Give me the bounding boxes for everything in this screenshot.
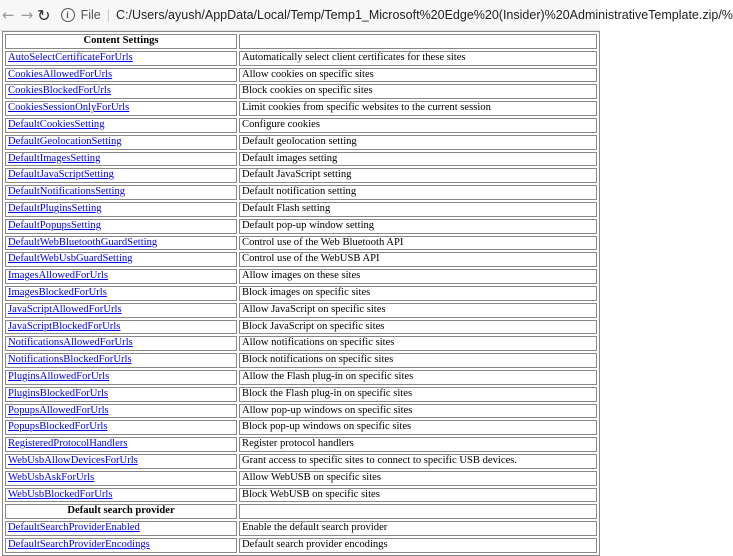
back-arrow-icon[interactable]: ← bbox=[2, 6, 15, 24]
policy-description: Limit cookies from specific websites to the current session bbox=[239, 101, 597, 116]
policy-link[interactable]: WebUsbBlockedForUrls bbox=[8, 488, 113, 500]
policy-name-cell bbox=[5, 521, 237, 536]
policy-name-cell bbox=[5, 320, 237, 335]
policy-name-cell bbox=[5, 353, 237, 368]
policy-link[interactable]: CookiesBlockedForUrls bbox=[8, 85, 111, 97]
table-row bbox=[5, 488, 597, 503]
policy-name-cell bbox=[5, 303, 237, 318]
policy-description: Block cookies on specific sites bbox=[239, 84, 597, 99]
table-row bbox=[5, 286, 597, 301]
policy-link[interactable]: PopupsAllowedForUrls bbox=[8, 404, 109, 416]
policy-link[interactable]: CookiesSessionOnlyForUrls bbox=[8, 102, 130, 114]
policy-name-cell bbox=[5, 152, 237, 167]
policy-description: Allow the Flash plug-in on specific sites bbox=[239, 370, 597, 385]
policy-link[interactable]: NotificationsAllowedForUrls bbox=[8, 337, 133, 349]
table-row bbox=[5, 51, 597, 66]
policy-name-cell bbox=[5, 101, 237, 116]
info-icon[interactable]: i bbox=[61, 8, 75, 22]
forward-arrow-icon[interactable]: → bbox=[20, 6, 34, 24]
policy-link[interactable]: CookiesAllowedForUrls bbox=[8, 68, 113, 80]
policy-link[interactable]: DefaultSearchProviderEncodings bbox=[8, 538, 150, 550]
policy-link[interactable]: DefaultPopupsSetting bbox=[8, 219, 101, 231]
policy-name-cell bbox=[5, 84, 237, 99]
table-row bbox=[5, 521, 597, 536]
table-row bbox=[5, 269, 597, 284]
policy-link[interactable]: DefaultSearchProviderEnabled bbox=[8, 522, 140, 534]
table-row bbox=[5, 185, 597, 200]
policy-table bbox=[2, 31, 600, 556]
policy-name-cell bbox=[5, 219, 237, 234]
browser-toolbar bbox=[0, 0, 733, 31]
table-row bbox=[5, 168, 597, 183]
policy-link[interactable]: DefaultCookiesSetting bbox=[8, 118, 105, 130]
policy-link[interactable]: DefaultJavaScriptSetting bbox=[8, 169, 114, 181]
policy-name-cell bbox=[5, 370, 237, 385]
reload-icon[interactable]: ↻ bbox=[37, 5, 51, 25]
policy-name-cell bbox=[5, 286, 237, 301]
policy-name-cell bbox=[5, 454, 237, 469]
table-row bbox=[5, 252, 597, 267]
policy-description: Allow images on these sites bbox=[239, 269, 597, 284]
policy-link[interactable]: DefaultGeolocationSetting bbox=[8, 135, 122, 147]
table-row bbox=[5, 219, 597, 234]
policy-name-cell bbox=[5, 420, 237, 435]
table-row bbox=[5, 152, 597, 167]
table-row bbox=[5, 437, 597, 452]
table-row bbox=[5, 101, 597, 116]
policy-description: Default search provider encodings bbox=[239, 538, 597, 553]
policy-name-cell bbox=[5, 404, 237, 419]
policy-name-cell bbox=[5, 437, 237, 452]
policy-link[interactable]: DefaultPluginsSetting bbox=[8, 202, 102, 214]
policy-name-cell bbox=[5, 538, 237, 553]
table-row bbox=[5, 538, 597, 553]
policy-link[interactable]: DefaultWebUsbGuardSetting bbox=[8, 253, 133, 265]
policy-link[interactable]: PluginsAllowedForUrls bbox=[8, 370, 110, 382]
policy-description: Block WebUSB on specific sites bbox=[239, 488, 597, 503]
table-row bbox=[5, 135, 597, 150]
table-row bbox=[5, 420, 597, 435]
empty-header-cell bbox=[239, 504, 597, 519]
policy-description: Default notification setting bbox=[239, 185, 597, 200]
policy-link[interactable]: DefaultNotificationsSetting bbox=[8, 186, 126, 198]
table-row bbox=[5, 471, 597, 486]
table-row bbox=[5, 303, 597, 318]
policy-link[interactable]: PluginsBlockedForUrls bbox=[8, 387, 109, 399]
policy-name-cell bbox=[5, 168, 237, 183]
table-row bbox=[5, 454, 597, 469]
table-row bbox=[5, 68, 597, 83]
policy-link[interactable]: ImagesBlockedForUrls bbox=[8, 286, 107, 298]
policy-description: Enable the default search provider bbox=[239, 521, 597, 536]
policy-description: Allow JavaScript on specific sites bbox=[239, 303, 597, 318]
policy-description: Control use of the WebUSB API bbox=[239, 252, 597, 267]
policy-description: Default pop-up window setting bbox=[239, 219, 597, 234]
policy-description: Control use of the Web Bluetooth API bbox=[239, 236, 597, 251]
policy-link[interactable]: PopupsBlockedForUrls bbox=[8, 421, 108, 433]
address-url[interactable]: C:/Users/ayush/AppData/Local/Temp/Temp1_Microsoft%20Edge%20(Insider)%20AdministrativeTemplate.zip/% bbox=[115, 8, 733, 22]
policy-link[interactable]: JavaScriptBlockedForUrls bbox=[8, 320, 121, 332]
policy-link[interactable]: AutoSelectCertificateForUrls bbox=[8, 51, 133, 63]
policy-link[interactable]: DefaultImagesSetting bbox=[8, 152, 101, 164]
policy-name-cell bbox=[5, 185, 237, 200]
policy-description: Default geolocation setting bbox=[239, 135, 597, 150]
table-row bbox=[5, 84, 597, 99]
policy-description: Block pop-up windows on specific sites bbox=[239, 420, 597, 435]
empty-header-cell bbox=[239, 34, 597, 49]
policy-name-cell bbox=[5, 118, 237, 133]
policy-description: Block JavaScript on specific sites bbox=[239, 320, 597, 335]
table-row bbox=[5, 236, 597, 251]
policy-name-cell bbox=[5, 336, 237, 351]
address-separator: | bbox=[106, 8, 110, 22]
table-row bbox=[5, 202, 597, 217]
section-header-default-search-provider bbox=[5, 504, 597, 519]
policy-link[interactable]: RegisteredProtocolHandlers bbox=[8, 438, 128, 450]
section-header-cell: Content Settings bbox=[5, 34, 237, 49]
policy-description: Register protocol handlers bbox=[239, 437, 597, 452]
policy-description: Default Flash setting bbox=[239, 202, 597, 217]
policy-link[interactable]: ImagesAllowedForUrls bbox=[8, 270, 109, 282]
policy-link[interactable]: WebUsbAskForUrls bbox=[8, 471, 95, 483]
policy-description: Block notifications on specific sites bbox=[239, 353, 597, 368]
policy-name-cell bbox=[5, 135, 237, 150]
table-row bbox=[5, 320, 597, 335]
policy-name-cell bbox=[5, 202, 237, 217]
file-scheme-label: File bbox=[80, 8, 101, 22]
policy-name-cell bbox=[5, 387, 237, 402]
policy-name-cell bbox=[5, 51, 237, 66]
policy-description: Automatically select client certificates for these sites bbox=[239, 51, 597, 66]
policy-description: Default images setting bbox=[239, 152, 597, 167]
policy-name-cell bbox=[5, 68, 237, 83]
table-row bbox=[5, 336, 597, 351]
policy-description: Allow WebUSB on specific sites bbox=[239, 471, 597, 486]
table-row bbox=[5, 118, 597, 133]
section-header-cell: Default search provider bbox=[5, 504, 237, 519]
table-row bbox=[5, 353, 597, 368]
policy-description: Block the Flash plug-in on specific sites bbox=[239, 387, 597, 402]
policy-name-cell bbox=[5, 252, 237, 267]
table-row bbox=[5, 387, 597, 402]
policy-description: Default JavaScript setting bbox=[239, 168, 597, 183]
policy-name-cell bbox=[5, 236, 237, 251]
address-bar[interactable] bbox=[61, 8, 733, 22]
policy-description: Grant access to specific sites to connect to specific USB devices. bbox=[239, 454, 597, 469]
section-header-content-settings bbox=[5, 34, 597, 49]
policy-name-cell bbox=[5, 269, 237, 284]
policy-link[interactable]: WebUsbAllowDevicesForUrls bbox=[8, 454, 138, 466]
policy-link[interactable]: NotificationsBlockedForUrls bbox=[8, 354, 132, 366]
policy-link[interactable]: DefaultWebBluetoothGuardSetting bbox=[8, 236, 158, 248]
policy-name-cell bbox=[5, 488, 237, 503]
policy-description: Allow pop-up windows on specific sites bbox=[239, 404, 597, 419]
policy-content bbox=[2, 31, 600, 556]
policy-description: Block images on specific sites bbox=[239, 286, 597, 301]
table-row bbox=[5, 370, 597, 385]
policy-description: Allow cookies on specific sites bbox=[239, 68, 597, 83]
policy-name-cell bbox=[5, 471, 237, 486]
policy-description: Allow notifications on specific sites bbox=[239, 336, 597, 351]
table-row bbox=[5, 404, 597, 419]
policy-description: Configure cookies bbox=[239, 118, 597, 133]
policy-link[interactable]: JavaScriptAllowedForUrls bbox=[8, 303, 122, 315]
